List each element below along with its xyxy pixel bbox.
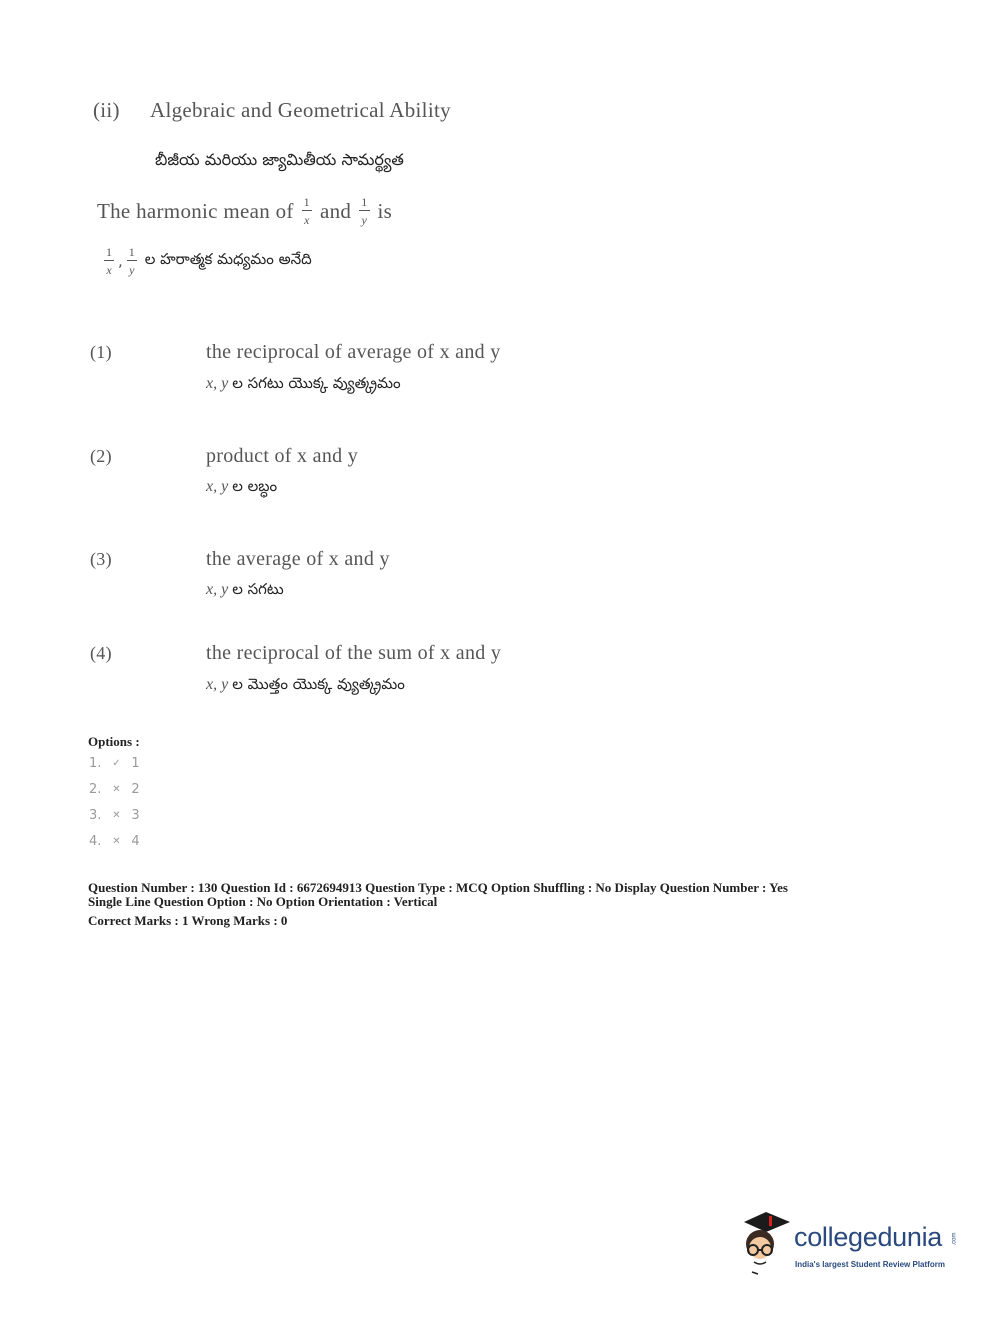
option-number: (3): [90, 549, 112, 569]
question-telugu-text: ల హరాత్మక మధ్యమం అనేది: [144, 250, 312, 268]
question-meta-line-3: Correct Marks : 1 Wrong Marks : 0: [88, 913, 288, 928]
section-title-telugu: బీజీయ మరియు జ్యామితీయ సామర్థ్యత: [155, 150, 404, 169]
answer-option-row: 4. ✕ 4: [89, 834, 140, 849]
option-number: (4): [90, 643, 112, 663]
options-label: Options :: [88, 734, 140, 749]
option-text-te: x, y ల సగటు: [206, 580, 284, 598]
option-number: (1): [90, 342, 112, 362]
logo-com: .com: [951, 1232, 958, 1246]
question-suffix: is: [377, 198, 393, 223]
te-fraction-1-over-x: $\frac{1}{x}$: [106, 245, 112, 277]
option-number: (2): [90, 446, 112, 466]
option-text-en: the average of x and y: [206, 548, 390, 570]
question-statement: [97, 196, 392, 226]
section-number: (ii): [93, 98, 120, 122]
question-and: and: [319, 198, 352, 223]
option-text-en: the reciprocal of the sum of x and y: [206, 642, 502, 664]
check-icon: ✓: [112, 758, 121, 769]
fraction-1-over-x: $\frac{1}{x}$: [303, 195, 310, 227]
question-statement-telugu: $\frac{1}{x}$ , $\frac{1}{y}$ ల హరాత్మక మధ్యమం అనేది: [106, 245, 312, 277]
cross-icon: ✕: [112, 836, 121, 847]
section-title: Algebraic and Geometrical Ability: [150, 98, 451, 122]
answer-option-row: 2. ✕ 2: [89, 782, 140, 797]
question-meta-line-1: Question Number : 130 Question Id : 6672694913 Question Type : MCQ Option Shuffling : No Display Question Number : Yes: [88, 880, 788, 895]
answer-option-row: 3. ✕ 3: [89, 808, 140, 823]
logo-tagline: India's largest Student Review Platform: [795, 1260, 945, 1269]
option-text-en: the reciprocal of average of x and y: [206, 341, 501, 363]
question-prefix: The harmonic mean of: [97, 198, 294, 223]
collegedunia-logo: [736, 1210, 961, 1280]
option-text-te: x, y ల సగటు యొక్క వ్యుత్క్రమం: [206, 374, 401, 392]
fraction-1-over-y: $\frac{1}{y}$: [361, 195, 368, 227]
option-text-te: x, y ల లబ్ధం: [206, 477, 278, 495]
option-text-te: x, y ల మొత్తం యొక్క వ్యుత్క్రమం: [206, 675, 405, 693]
answer-option-row: 1. ✓ 1: [89, 756, 140, 771]
cross-icon: ✕: [112, 784, 121, 795]
te-fraction-1-over-y: $\frac{1}{y}$: [128, 245, 135, 277]
cross-icon: ✕: [112, 810, 121, 821]
mascot-icon: [736, 1210, 794, 1280]
option-text-en: product of x and y: [206, 445, 359, 467]
question-meta-line-2: Single Line Question Option : No Option Orientation : Vertical: [88, 894, 438, 909]
logo-wordmark: collegedunia: [794, 1222, 943, 1252]
